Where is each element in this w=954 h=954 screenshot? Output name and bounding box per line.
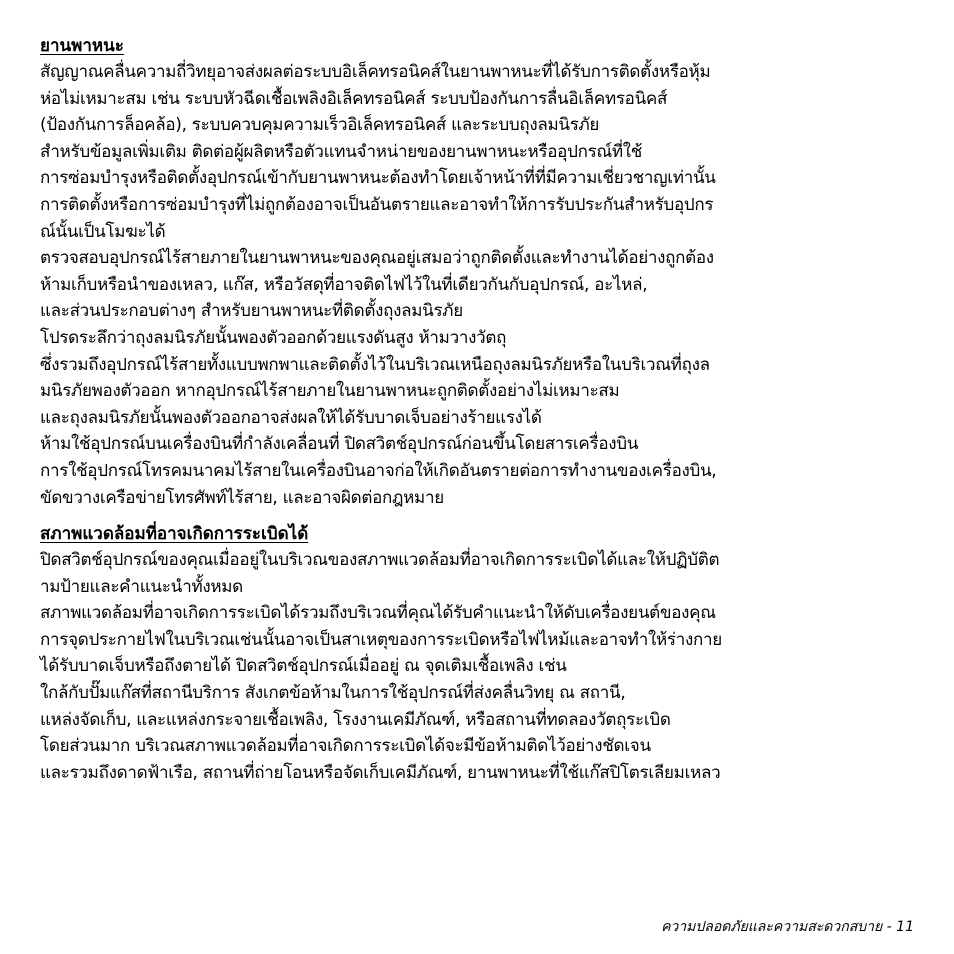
section-vehicles: [40, 33, 920, 511]
section-explosive-environments: [40, 521, 920, 786]
page-number: 11: [896, 919, 914, 935]
text-line: การใช้อุปกรณ์โทรคมนาคมไร้สายในเครื่องบินอาจก่อให้เกิดอันตรายต่อการทำงานของเครื่องบิน,: [40, 460, 717, 481]
text-line: สภาพแวดล้อมที่อาจเกิดการระเบิดได้รวมถึงบริเวณที่คุณได้รับคำแนะนำให้ดับเครื่องยนต์ของคุณ: [40, 603, 716, 624]
text-line: และส่วนประกอบต่างๆ สำหรับยานพาหนะที่ติดตั้งถุงลมนิรภัย: [40, 301, 463, 322]
text-line: การซ่อมบำรุงหรือติดตั้งอุปกรณ์เข้ากับยานพาหนะต้องทำโดยเจ้าหน้าที่ที่มีความเชี่ยวชาญเท่านั้น: [40, 168, 716, 189]
text-line: สัญญาณคลื่นความถี่วิทยุอาจส่งผลต่อระบบอิเล็คทรอนิคส์ในยานพาหนะที่ได้รับการติดตั้งหรือหุ้ม: [40, 62, 711, 82]
text-line: ซึ่งรวมถึงอุปกรณ์ไร้สายทั้งแบบพกพาและติดตั้งไว้ในบริเวณเหนือถุงลมนิรภัยหรือในบริเวณที่ถุงล: [40, 354, 710, 375]
text-line: ใกล้กับปั๊มแก๊สที่สถานีบริการ สังเกตข้อห้ามในการใช้อุปกรณ์ที่ส่งคลื่นวิทยุ ณ สถานี,: [40, 683, 626, 704]
text-line: ณ์นั้นเป็นโมฆะได้: [40, 221, 166, 242]
page-footer: [661, 916, 914, 938]
text-line: แหล่งจัดเก็บ, และแหล่งกระจายเชื้อเพลิง, โรงงานเคมีภัณฑ์, หรือสถานที่ทดลองวัตถุระเบิด: [40, 709, 671, 730]
document-page: [40, 33, 920, 786]
text-line: ห้ามใช้อุปกรณ์บนเครื่องบินที่กำลังเคลื่อนที่ ปิดสวิตช์อุปกรณ์ก่อนขึ้นโดยสารเครื่องบิน: [40, 434, 639, 455]
text-line: การจุดประกายไฟในบริเวณเช่นนั้นอาจเป็นสาเหตุของการระเบิดหรือไฟไหม้และอาจทำให้ร่างกาย: [40, 629, 722, 650]
text-line: และถุงลมนิรภัยนั้นพองตัวออกอาจส่งผลให้ได้รับบาดเจ็บอย่างร้ายแรงได้: [40, 407, 542, 428]
text-line: การติดตั้งหรือการซ่อมบำรุงที่ไม่ถูกต้องอาจเป็นอันตรายและอาจทำให้การรับประกันสำหรับอุปกร: [40, 194, 714, 215]
text-line: ได้รับบาดเจ็บหรือถึงตายได้ ปิดสวิตช์อุปกรณ์เมื่ออยู่ ณ จุดเติมเชื้อเพลิง เช่น: [40, 656, 567, 677]
text-line: สำหรับข้อมูลเพิ่มเติม ติดต่อผู้ผลิตหรือตัวแทนจำหน่ายของยานพาหนะหรืออุปกรณ์ที่ใช้: [40, 141, 643, 162]
text-line: (ป้องกันการล็อคล้อ), ระบบควบคุมความเร็วอิเล็คทรอนิคส์ และระบบถุงลมนิรภัย: [40, 115, 600, 136]
text-line: ามป้ายและคำแนะนำทั้งหมด: [40, 576, 243, 597]
text-line: และรวมถึงดาดฟ้าเรือ, สถานที่ถ่ายโอนหรือจัดเก็บเคมีภัณฑ์, ยานพาหนะที่ใช้แก๊สปิโตรเลียมเหลว: [40, 762, 721, 783]
section-body: [40, 547, 920, 786]
text-line: ตรวจสอบอุปกรณ์ไร้สายภายในยานพาหนะของคุณอยู่เสมอว่าถูกติดตั้งและทำงานได้อย่างถูกต้อง: [40, 248, 714, 269]
section-heading: ยานพาหนะ: [40, 36, 124, 56]
text-line: มนิรภัยพองตัวออก หากอุปกรณ์ไร้สายภายในยานพาหนะถูกติดตั้งอย่างไม่เหมาะสม: [40, 381, 620, 402]
text-line: ขัดขวางเครือข่ายโทรศัพท์ไร้สาย, และอาจผิดต่อกฎหมาย: [40, 487, 444, 508]
footer-title: ความปลอดภัยและความสะดวกสบาย -: [661, 919, 892, 935]
text-line: โดยส่วนมาก บริเวณสภาพแวดล้อมที่อาจเกิดการระเบิดได้จะมีข้อห้ามติดไว้อย่างชัดเจน: [40, 736, 651, 757]
text-line: ห่อไม่เหมาะสม เช่น ระบบหัวฉีดเชื้อเพลิงอิเล็คทรอนิคส์ ระบบป้องกันการลื่นอิเล็คทรอนิคส์: [40, 88, 668, 109]
text-line: โปรดระลึกว่าถุงลมนิรภัยนั้นพองตัวออกด้วยแรงดันสูง ห้ามวางวัตถุ: [40, 327, 507, 348]
text-line: ปิดสวิตช์อุปกรณ์ของคุณเมื่ออยู่ในบริเวณของสภาพแวดล้อมที่อาจเกิดการระเบิดได้และให้ปฏิบัติต: [40, 550, 720, 571]
text-line: ห้ามเก็บหรือนำของเหลว, แก๊ส, หรือวัสดุที่อาจติดไฟไว้ในที่เดียวกันกับอุปกรณ์, อะไหล่,: [40, 274, 648, 295]
section-heading: สภาพแวดล้อมที่อาจเกิดการระเบิดได้: [40, 524, 309, 545]
section-body: [40, 59, 920, 511]
